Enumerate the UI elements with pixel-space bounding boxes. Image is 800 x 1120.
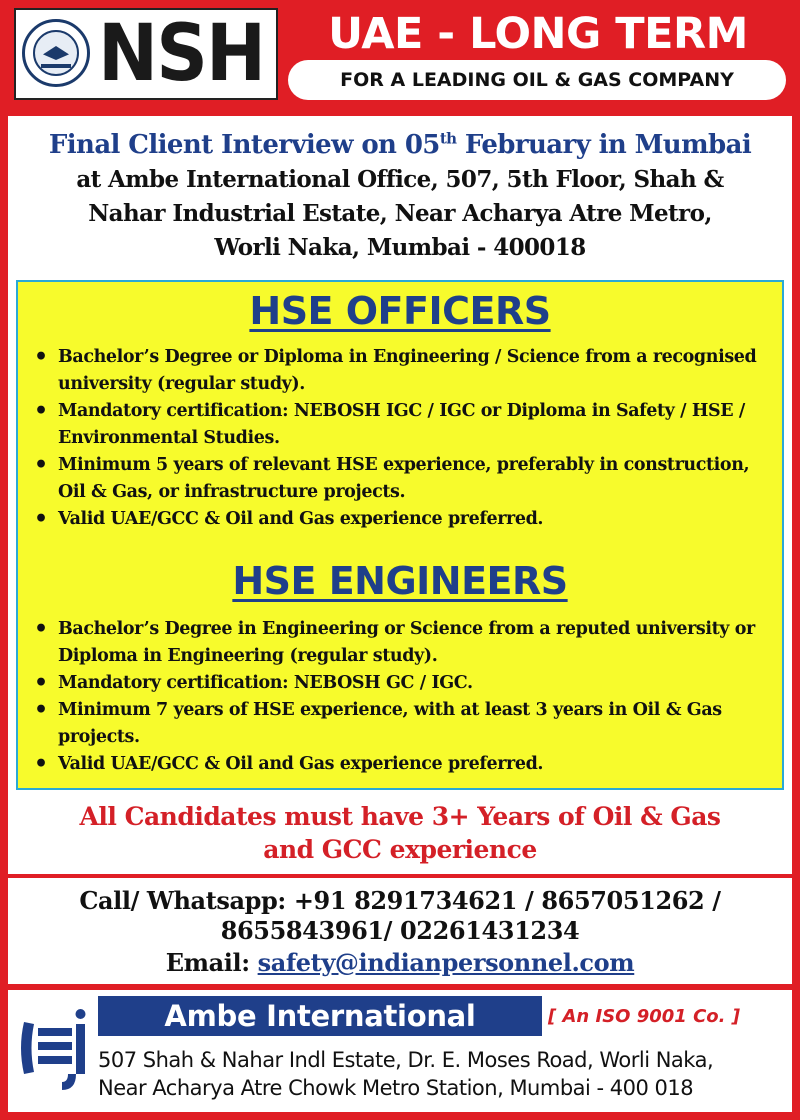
email-link[interactable]: safety@indianpersonnel.com [257, 948, 635, 977]
interview-address-line3: Worli Naka, Mumbai - 400018 [214, 234, 586, 261]
hse-officers-requirements [30, 344, 774, 533]
email-line [8, 948, 792, 978]
job-details-panel [8, 116, 792, 874]
ambe-logo-icon [18, 1002, 92, 1094]
company-seal-icon [22, 19, 90, 87]
interview-address-line2: Nahar Industrial Estate, Near Acharya Atre Metro, [88, 200, 712, 227]
interview-heading: Final Client Interview on 05th February in Mumbai [48, 129, 752, 160]
phone-line1: Call/ Whatsapp: +91 8291734621 / 8657051262 / [79, 886, 721, 915]
footer-company [8, 990, 792, 1112]
header-banner [0, 0, 800, 106]
iso-badge: [ An ISO 9001 Co. ] [548, 1006, 741, 1027]
list-item: • Bachelor’s Degree in Engineering or Science from a reputed university or Diploma in Engineering (regular study). [30, 616, 774, 670]
list-item: • Mandatory certification: NEBOSH IGC / IGC or Diploma in Safety / HSE / Environmental Studies. [30, 398, 774, 452]
hse-engineers-requirements [30, 616, 774, 778]
contact-panel [8, 878, 792, 984]
list-item: • Valid UAE/GCC & Oil and Gas experience preferred. [30, 751, 774, 778]
logo-text: NSH [98, 9, 265, 99]
section-title-hse-officers: HSE OFFICERS [249, 289, 551, 333]
interview-address-line1: at Ambe International Office, 507, 5th Floor, Shah & [76, 166, 724, 193]
list-item: • Valid UAE/GCC & Oil and Gas experience preferred. [30, 506, 774, 533]
page-title: UAE - LONG TERM [328, 9, 748, 59]
list-item: • Mandatory certification: NEBOSH GC / IGC. [30, 670, 774, 697]
experience-requirement: All Candidates must have 3+ Years of Oil & Gas and GCC experience [79, 802, 721, 864]
section-title-hse-engineers: HSE ENGINEERS [232, 559, 568, 603]
footer-address-line2: Near Acharya Atre Chowk Metro Station, Mumbai - 400 018 [98, 1076, 694, 1100]
positions-box [16, 280, 784, 790]
nsh-logo [14, 8, 278, 100]
list-item: • Bachelor’s Degree or Diploma in Engineering / Science from a recognised university (regular study). [30, 344, 774, 398]
list-item: • Minimum 7 years of HSE experience, with at least 3 years in Oil & Gas projects. [30, 697, 774, 751]
email-label: Email: [165, 948, 258, 977]
footer-address-line1: 507 Shah & Nahar Indl Estate, Dr. E. Moses Road, Worli Naka, [98, 1048, 714, 1072]
company-name: Ambe International [98, 996, 542, 1036]
phone-line2: 8655843961/ 02261431234 [220, 916, 580, 945]
page-subtitle: FOR A LEADING OIL & GAS COMPANY [288, 60, 786, 100]
list-item: • Minimum 5 years of relevant HSE experience, preferably in construction, Oil & Gas, or infrastructure projects. [30, 452, 774, 506]
